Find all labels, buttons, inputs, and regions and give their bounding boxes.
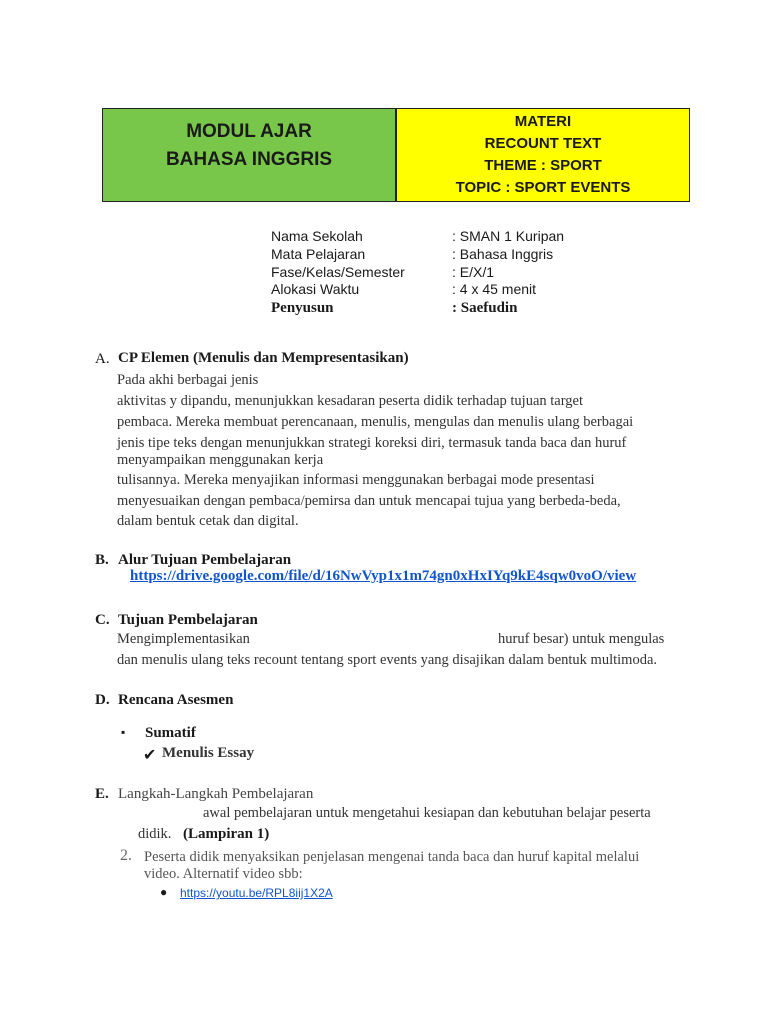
identity-label-author: Penyusun bbox=[271, 300, 334, 316]
identity-value-time: : 4 x 45 menit bbox=[452, 281, 537, 297]
subject-title: BAHASA INGGRIS bbox=[165, 149, 333, 170]
section-a-title: CP Elemen (Menulis dan Mempresentasikan) bbox=[118, 350, 409, 366]
section-a-letter: A. bbox=[95, 351, 110, 367]
section-a-line: jenis tipe teks dengan menunjukkan strategi koreksi diri, termasuk tanda baca dan huruf bbox=[117, 435, 627, 451]
identity-label-school: Nama Sekolah bbox=[271, 228, 363, 244]
module-title: MODUL AJAR bbox=[186, 121, 312, 142]
bullet-dot-icon: ● bbox=[160, 885, 168, 899]
section-c-text-end: huruf besar) untuk mengulas bbox=[498, 631, 665, 647]
step1-text-line1: awal pembelajaran untuk mengetahui kesiapan dan kebutuhan belajar peserta bbox=[203, 805, 651, 821]
section-d-title: Rencana Asesmen bbox=[118, 692, 234, 708]
material-theme: THEME : SPORT bbox=[484, 157, 602, 174]
section-a-line: dalam bentuk cetak dan digital. bbox=[117, 513, 299, 529]
section-a-line: aktivitas y dipandu, menunjukkan kesadaran peserta didik terhadap tujuan target bbox=[117, 393, 584, 409]
alur-tujuan-link[interactable]: https://drive.google.com/file/d/16NwVyp1x1m74gn0xHxIYq9kE4sqw0voO/view bbox=[130, 568, 637, 584]
section-b-letter: B. bbox=[95, 552, 109, 568]
sumatif-label: Sumatif bbox=[145, 725, 196, 741]
identity-value-phase: : E/X/1 bbox=[452, 264, 495, 280]
identity-value-subject: : Bahasa Inggris bbox=[452, 246, 554, 262]
lampiran-reference: (Lampiran 1) bbox=[183, 826, 270, 842]
identity-label-phase: Fase/Kelas/Semester bbox=[271, 264, 405, 280]
section-c-title: Tujuan Pembelajaran bbox=[118, 612, 258, 628]
youtube-video-link[interactable]: https://youtu.be/RPL8iij1X2A bbox=[180, 886, 333, 900]
material-name: RECOUNT TEXT bbox=[484, 135, 602, 152]
section-a-line: menyampaikan menggunakan kerja bbox=[117, 452, 324, 468]
material-topic: TOPIC : SPORT EVENTS bbox=[455, 179, 631, 196]
identity-label-subject: Mata Pelajaran bbox=[271, 246, 366, 262]
identity-value-school: : SMAN 1 Kuripan bbox=[452, 228, 565, 244]
header-material-cell bbox=[397, 109, 689, 201]
section-c-text-start: Mengimplementasikan bbox=[117, 631, 250, 647]
section-a-line: Pada akhi berbagai jenis bbox=[117, 372, 259, 388]
section-c-text-line2: dan menulis ulang teks recount tentang sport events yang disajikan dalam bentuk multimoda. bbox=[117, 652, 658, 668]
header-table bbox=[102, 108, 690, 202]
header-title-cell bbox=[103, 109, 397, 201]
bullet-square-icon: ▪ bbox=[121, 725, 126, 739]
step2-number: 2. bbox=[120, 847, 132, 864]
section-d-letter: D. bbox=[95, 692, 110, 708]
identity-label-time: Alokasi Waktu bbox=[271, 281, 360, 297]
section-a-line: menyesuaikan dengan pembaca/pemirsa dan untuk mencapai tujua yang berbeda-beda, bbox=[117, 493, 621, 509]
section-a-line: pembaca. Mereka membuat perencanaan, menulis, mengulas dan menulis ulang berbagai bbox=[117, 414, 634, 430]
identity-value-author: : Saefudin bbox=[452, 300, 518, 316]
section-b-title: Alur Tujuan Pembelajaran bbox=[118, 552, 292, 568]
material-label: MATERI bbox=[514, 113, 572, 130]
step2-text-line1: Peserta didik menyaksikan penjelasan mengenai tanda baca dan huruf kapital melalui bbox=[144, 849, 640, 865]
checkmark-icon: ✔ bbox=[143, 747, 157, 764]
step1-text-line2: didik. bbox=[138, 826, 172, 842]
section-c-letter: C. bbox=[95, 612, 110, 628]
section-e-title: Langkah-Langkah Pembelajaran bbox=[118, 786, 314, 802]
step2-text-line2: video. Alternatif video sbb: bbox=[144, 866, 303, 882]
menulis-essay-item: Menulis Essay bbox=[162, 745, 255, 761]
section-e-letter: E. bbox=[95, 786, 109, 802]
section-a-line: tulisannya. Mereka menyajikan informasi menggunakan berbagai mode presentasi bbox=[117, 472, 595, 488]
